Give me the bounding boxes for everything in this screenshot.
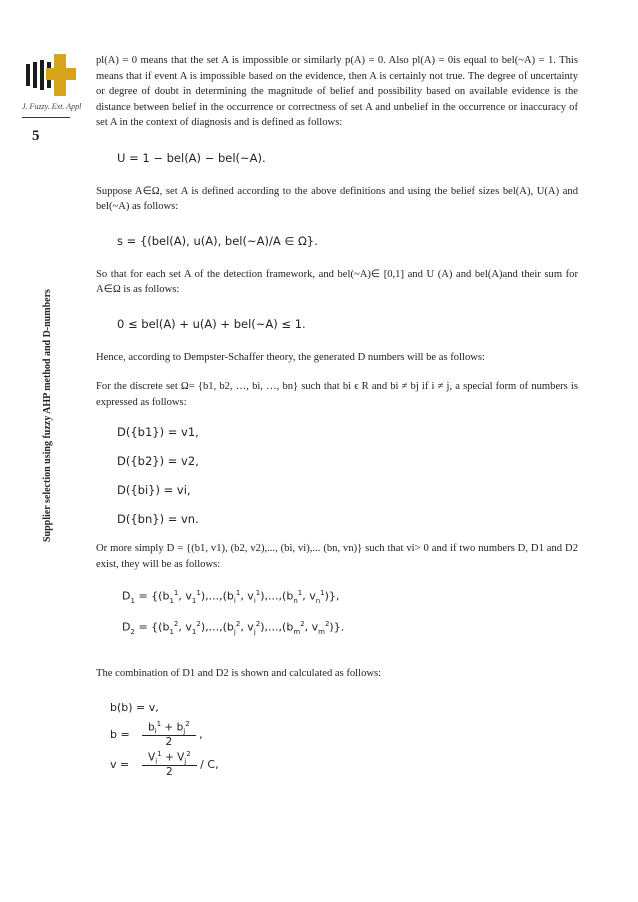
equation: b(b) = v,	[110, 700, 159, 714]
paragraph: The combination of D1 and D2 is shown and calculated as follows:	[96, 667, 382, 679]
page-number: 5	[32, 128, 40, 144]
equation: D({bn}) = vn.	[117, 512, 199, 526]
header-divider	[22, 117, 70, 118]
running-title: Supplier selection using fuzzy AHP method and D-numbers	[42, 289, 53, 542]
combination-equations	[96, 695, 578, 779]
journal-name: J. Fuzzy. Ext. Appl	[22, 102, 82, 111]
equation: 0 ≤ bel(A) + u(A) + bel(~A) ≤ 1.	[117, 316, 306, 331]
equation: $D_2 = \{(b_1^2$, $v_1^2),...,(b_j^2$, $v_j^2),...,(b_m^2$, $v_m^2$)}.	[122, 619, 345, 636]
equation: U = 1 − bel(A) − bel(~A).	[117, 150, 266, 165]
equation: b = $\frac{b_i^1 + b_j^2}{2}$ ,	[110, 719, 203, 749]
paragraph: Hence, according to Dempster-Schaffer theory, the generated D numbers will be as follows:	[96, 351, 485, 363]
equation: D({b2}) = v2,	[117, 454, 199, 468]
equation: D({b1}) = v1,	[117, 425, 199, 439]
paragraph: pl(A) = 0 means that the set A is impossible or similarly p(A) = 0. Also pl(A) = 0is equal to bel(~A) = 1. This means that if event A is impossible based on the evidence, then A is certainly not true. The degree of uncertainty or degree of doubt in determining the magnitude of belief and possibility based on available evidence is the distance between belief in the occurrence or correctness of set A and unbelief in the occurrence or inaccuracy of set A in the context of diagnosis and is defined as follows:	[96, 55, 578, 128]
page-body	[96, 53, 578, 779]
journal-logo	[16, 54, 76, 96]
paragraph: For the discrete set Ω= {b1, b2, …, bi, …, bn} such that bi ϵ R and bi ≠ bj if i ≠ j, a special form of numbers is expressed as follows:	[96, 381, 578, 408]
d-number-definitions	[96, 582, 578, 644]
paragraph: Or more simply D = {(b1, v1), (b2, v2),..., (bi, vi),... (bn, vn)} such that vi> 0 and if two numbers D, D1 and D2 exist, they will be as follows:	[96, 543, 578, 570]
paragraph: So that for each set A of the detection framework, and bel(~A)∈ [0,1] and U (A) and bel(A)and their sum for A∈Ω is as follows:	[96, 268, 578, 295]
paragraph: Suppose A∈Ω, set A is defined according to the above definitions and using the belief sizes bel(A), U(A) and bel(~A) as follows:	[96, 185, 578, 212]
equation: s = {(bel(A), u(A), bel(~A)/A ∈ Ω}.	[117, 233, 318, 248]
equation: $D_1 = \{(b_1^1$, $v_1^1),...,(b_i^1$, $v_i^1),...,(b_n^1$, $v_n^1$)},	[122, 589, 340, 605]
equation: D({bi}) = vi,	[117, 483, 191, 497]
equation: v = $\frac{V_i^1 + V_j^2}{2}$ / C,	[110, 749, 219, 779]
